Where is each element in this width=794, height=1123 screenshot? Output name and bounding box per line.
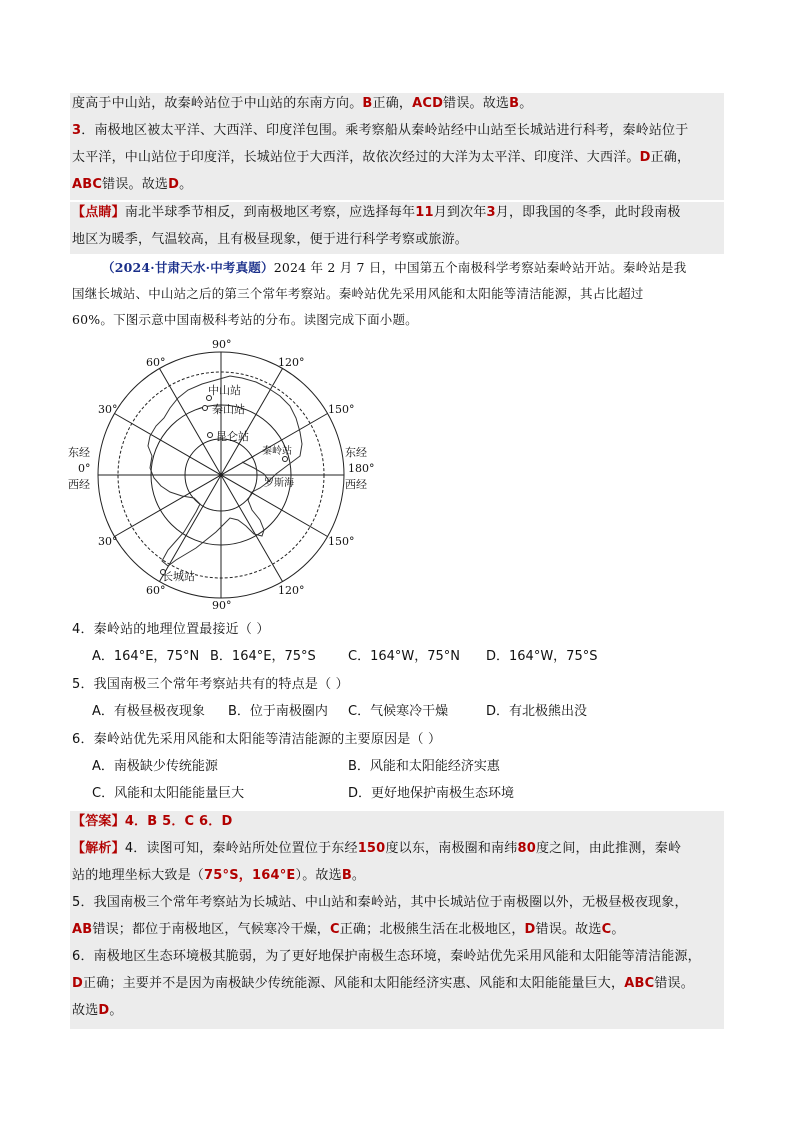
lon-label-30-bl: 30°: [98, 535, 118, 548]
q5-option-a[interactable]: A．有极昼极夜现象: [92, 704, 205, 719]
lon-label-bottom: 90°: [212, 599, 232, 612]
east-label-left: 东经: [68, 446, 90, 459]
analysis-line-3: 5．我国南极三个常年考察站为长城站、中山站和秦岭站，其中长城站位于南极圈以外，无极昼极夜现象，: [72, 895, 688, 910]
q4-option-b[interactable]: B．164°E，75°S: [210, 649, 316, 664]
prev-analysis-line-4: ABC错误。故选D。: [72, 177, 193, 192]
east-label-right: 东经: [345, 446, 367, 459]
prev-analysis-line-2: 3．南极地区被太平洋、大西洋、印度洋包围。乘考察船从秦岭站经中山站至长城站进行科考，秦岭站位于: [72, 123, 689, 138]
lon-label-60-bl: 60°: [146, 584, 166, 597]
q6-option-b[interactable]: B．风能和太阳能经济实惠: [348, 759, 500, 774]
zero-label: 0°: [78, 462, 91, 475]
q5-option-b[interactable]: B．位于南极圈内: [228, 704, 328, 719]
west-label-right: 西经: [345, 478, 367, 491]
analysis-line-6: D正确；主要并不是因为南极缺少传统能源、风能和太阳能经济实惠、风能和太阳能能量巨大，ABC错误。: [72, 976, 694, 991]
qinshan-station-dot: [203, 406, 208, 411]
lon-label-120-br: 120°: [278, 584, 305, 597]
lon-label-30-l: 30°: [98, 403, 118, 416]
q4-option-c[interactable]: C．164°W，75°N: [348, 649, 461, 664]
lon-label-180: 180°: [348, 462, 375, 475]
qinling-station-dot: [283, 457, 288, 462]
q5-option-c[interactable]: C．气候寒冷干燥: [348, 704, 449, 719]
lon-label-150-br: 150°: [328, 535, 355, 548]
lon-label-150-r: 150°: [328, 403, 355, 416]
intro-line-3: 60%。下图示意中国南极科考站的分布。读图完成下面小题。: [72, 312, 418, 327]
kunlun-label: 昆仑站: [216, 430, 249, 443]
qinling-label: 秦岭站: [262, 446, 292, 457]
q5-option-d[interactable]: D．有北极熊出没: [486, 704, 588, 719]
prev-analysis-line-3: 太平洋，中山站位于印度洋，长城站位于大西洋，故依次经过的大洋为太平洋、印度洋、大西洋。D正确，: [72, 150, 691, 165]
q5-stem: 5．我国南极三个常年考察站共有的特点是（ ）: [72, 677, 349, 692]
q6-stem: 6．秦岭站优先采用风能和太阳能等清洁能源的主要原因是（ ）: [72, 732, 442, 747]
q4-option-d[interactable]: D．164°W，75°S: [486, 649, 598, 664]
q4-option-a[interactable]: A．164°E，75°N: [92, 649, 200, 664]
analysis-line-1: 【解析】4．读图可知，秦岭站所处位置位于东经150度以东，南极圈和南纬80度之间，由此推测，秦岭: [72, 841, 682, 856]
intro-line-2: 国继长城站、中山站之后的第三个常年考察站。秦岭站优先采用风能和太阳能等清洁能源，其占比超过: [72, 286, 644, 301]
prev-analysis-line-1: 度高于中山站，故秦岭站位于中山站的东南方向。B正确，ACD错误。故选B。: [72, 96, 533, 111]
q4-stem: 4．秦岭站的地理位置最接近（ ）: [72, 622, 270, 637]
ross-sea-label: 罗斯海: [264, 478, 294, 489]
zhongshan-label: 中山站: [208, 384, 241, 397]
west-label-left: 西经: [68, 478, 90, 491]
intro-line-1: （2024·甘肃天水·中考真题）2024 年 2 月 7 日，中国第五个南极科学考察站秦岭站开站。秦岭站是我: [102, 260, 687, 275]
q6-option-a[interactable]: A．南极缺少传统能源: [92, 759, 218, 774]
qinshan-label: 秦山站: [212, 403, 245, 416]
antarctica-map: [66, 336, 376, 614]
tip-line-2: 地区为暖季，气温较高，且有极昼现象，便于进行科学考察或旅游。: [72, 232, 469, 247]
analysis-line-4: AB错误；都位于南极地区，气候寒冷干燥，C正确；北极熊生活在北极地区，D错误。故选C。: [72, 922, 625, 937]
answer-line: 【答案】4．B 5．C 6．D: [72, 814, 233, 829]
kunlun-station-dot: [208, 433, 213, 438]
tip-line-1: 【点睛】南北半球季节相反，到南极地区考察，应选择每年11月到次年3月，即我国的冬季，此时段南极: [72, 205, 681, 220]
q6-option-c[interactable]: C．风能和太阳能能量巨大: [92, 786, 245, 801]
analysis-line-5: 6．南极地区生态环境极其脆弱，为了更好地保护南极生态环境，秦岭站优先采用风能和太阳能等清洁能源，: [72, 949, 701, 964]
changcheng-label: 长城站: [162, 570, 195, 583]
analysis-line-2: 站的地理坐标大致是（75°S，164°E）。故选B。: [72, 868, 366, 883]
analysis-line-7: 故选D。: [72, 1003, 123, 1018]
lon-label-top: 90°: [212, 338, 232, 351]
lon-label-120-tr: 120°: [278, 356, 305, 369]
lon-label-60-tl: 60°: [146, 356, 166, 369]
q6-option-d[interactable]: D．更好地保护南极生态环境: [348, 786, 515, 801]
